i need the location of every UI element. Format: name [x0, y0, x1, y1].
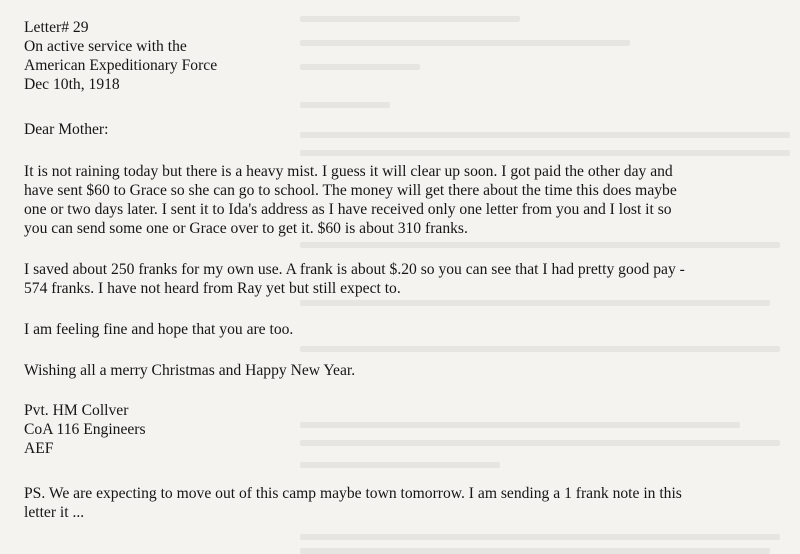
- paragraph-line: I am feeling fine and hope that you are too.: [24, 321, 294, 338]
- letter-number: Letter# 29: [24, 19, 89, 36]
- paragraph-4: [24, 361, 355, 380]
- paragraph-line: one or two days later. I sent it to Ida's address as I have received only one letter from you and I lost it so: [24, 201, 672, 218]
- paragraph-line: Wishing all a merry Christmas and Happy New Year.: [24, 362, 356, 379]
- signature-unit: CoA 116 Engineers: [24, 421, 146, 438]
- signature-force: AEF: [24, 440, 54, 457]
- letter-greeting: Dear Mother:: [24, 121, 109, 138]
- paragraph-line: I saved about 250 franks for my own use. A frank is about $.20 so you can see that I had pretty good pay -: [24, 261, 685, 278]
- letter-date: Dec 10th, 1918: [24, 76, 120, 93]
- postscript-line: letter it ...: [24, 504, 85, 521]
- paragraph-line: It is not raining today but there is a heavy mist. I guess it will clear up soon. I got paid the other day and: [24, 163, 673, 180]
- paragraph-3: [24, 320, 293, 339]
- signature-name: Pvt. HM Collver: [24, 402, 129, 419]
- signature-block: [24, 401, 146, 458]
- letter-header: [24, 18, 217, 94]
- paragraph-line: you can send some one or Grace over to get it. $60 is about 310 franks.: [24, 220, 468, 237]
- paragraph-line: have sent $60 to Grace so she can go to school. The money will get there about the time this does maybe: [24, 182, 677, 199]
- header-service-line: On active service with the: [24, 38, 187, 55]
- paragraph-2: [24, 260, 794, 298]
- postscript: [24, 484, 794, 522]
- paragraph-line: 574 franks. I have not heard from Ray yet but still expect to.: [24, 280, 401, 297]
- postscript-line: PS. We are expecting to move out of this camp maybe town tomorrow. I am sending a 1 frank note in this: [24, 485, 682, 502]
- header-force-line: American Expeditionary Force: [24, 57, 218, 74]
- paragraph-1: [24, 162, 794, 238]
